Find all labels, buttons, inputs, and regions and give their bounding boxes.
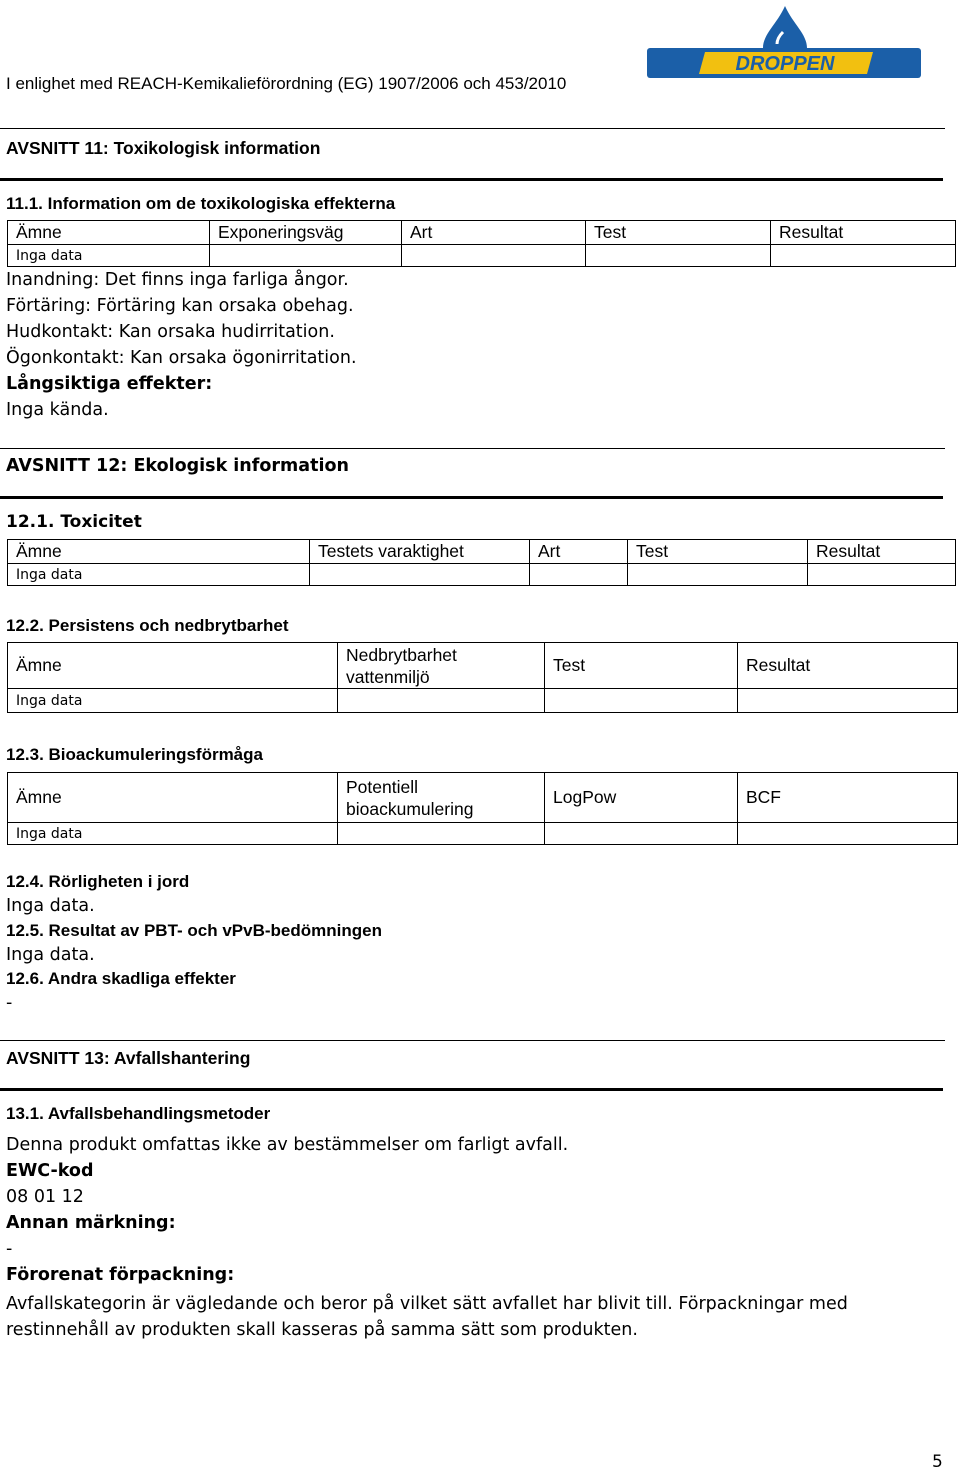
col-header: Ämne xyxy=(8,773,338,823)
table-cell: Inga data xyxy=(8,245,210,267)
section-11-title: AVSNITT 11: Toxikologisk information xyxy=(6,138,321,158)
section-12-3-heading: 12.3. Bioackumuleringsförmåga xyxy=(6,745,263,764)
droppen-logo xyxy=(645,4,925,88)
col-header: Resultat xyxy=(808,540,956,564)
toxicity-table xyxy=(7,539,956,586)
section-12-6-heading: 12.6. Andra skadliga effekter xyxy=(6,969,236,988)
svg-text:DROPPEN: DROPPEN xyxy=(735,53,835,75)
section-13-title: AVSNITT 13: Avfallshantering xyxy=(6,1048,251,1068)
col-header: Test xyxy=(628,540,808,564)
ewc-value: 08 01 12 xyxy=(6,1187,84,1207)
table-cell: Inga data xyxy=(8,564,310,586)
persistence-table xyxy=(7,642,958,713)
packaging-text: Avfallskategorin är vägledande och beror på vilket sätt avfallet har blivit till. Förpackningar med restinnehåll av produkten skall kasseras på samma sätt som produkten. xyxy=(6,1294,848,1340)
page-number: 5 xyxy=(932,1452,943,1472)
longterm-label: Långsiktiga effekter: xyxy=(6,374,213,394)
col-header: Nedbrytbarhet vattenmiljö xyxy=(338,643,545,689)
bioaccumulation-table xyxy=(7,772,958,845)
col-header: LogPow xyxy=(545,773,738,823)
section-12-5-heading: 12.5. Resultat av PBT- och vPvB-bedömningen xyxy=(6,921,382,940)
col-header: Ämne xyxy=(8,540,310,564)
regulation-header: I enlighet med REACH-Kemikalieförordning (EG) 1907/2006 och 453/2010 xyxy=(6,74,567,93)
col-header: Potentiell bioackumulering xyxy=(338,773,545,823)
effect-line: Hudkontakt: Kan orsaka hudirritation. xyxy=(6,322,335,342)
packaging-label: Förorenat förpackning: xyxy=(6,1265,235,1285)
col-header: Ämne xyxy=(8,643,338,689)
section-12-5-value: Inga data. xyxy=(6,945,95,965)
section-12-title: AVSNITT 12: Ekologisk information xyxy=(6,456,349,476)
col-header: Testets varaktighet xyxy=(310,540,530,564)
other-label: Annan märkning: xyxy=(6,1213,176,1233)
toxicology-table xyxy=(7,220,956,267)
section-12-2-heading: 12.2. Persistens och nedbrytbarhet xyxy=(6,616,289,635)
ewc-label: EWC-kod xyxy=(6,1161,94,1181)
effect-line: Förtäring: Förtäring kan orsaka obehag. xyxy=(6,296,354,316)
col-header: Art xyxy=(402,221,586,245)
col-header: Resultat xyxy=(771,221,956,245)
col-header: BCF xyxy=(738,773,958,823)
col-header: Test xyxy=(545,643,738,689)
col-header: Ämne xyxy=(8,221,210,245)
col-header: Exponeringsväg xyxy=(210,221,402,245)
longterm-value: Inga kända. xyxy=(6,400,109,420)
section-12-1-heading: 12.1. Toxicitet xyxy=(6,512,142,532)
section-12-4-value: Inga data. xyxy=(6,896,95,916)
col-header: Test xyxy=(586,221,771,245)
table-cell: Inga data xyxy=(8,689,338,713)
other-value: - xyxy=(6,1239,13,1259)
section-12-6-value: - xyxy=(6,993,13,1013)
col-header: Resultat xyxy=(738,643,958,689)
section-12-4-heading: 12.4. Rörligheten i jord xyxy=(6,872,190,891)
table-cell: Inga data xyxy=(8,823,338,845)
section-13-1-heading: 13.1. Avfallsbehandlingsmetoder xyxy=(6,1104,271,1123)
section-11-1-heading: 11.1. Information om de toxikologiska effekterna xyxy=(6,194,396,213)
col-header: Art xyxy=(530,540,628,564)
waste-text: Denna produkt omfattas ikke av bestämmelser om farligt avfall. xyxy=(6,1135,569,1155)
effect-line: Inandning: Det finns inga farliga ångor. xyxy=(6,270,349,290)
effect-line: Ögonkontakt: Kan orsaka ögonirritation. xyxy=(6,348,357,368)
